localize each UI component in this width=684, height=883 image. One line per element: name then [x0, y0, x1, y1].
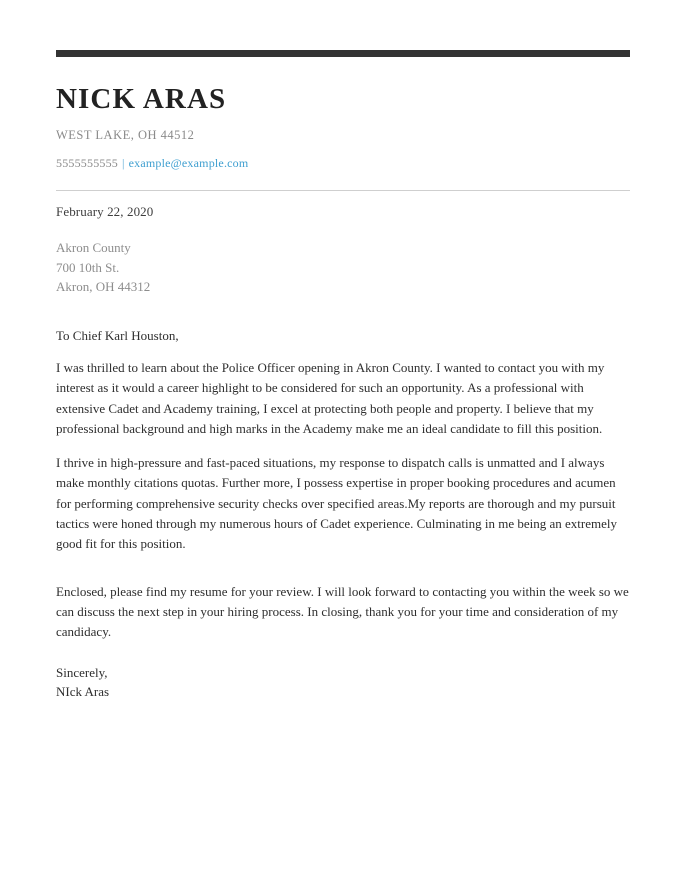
signature-name: NIck Aras	[56, 684, 110, 700]
applicant-location: WEST LAKE, OH 44512	[56, 128, 195, 143]
header-divider	[56, 190, 630, 191]
letter-paragraph-2: I thrive in high-pressure and fast-paced situations, my response to dispatch calls is unmatted and I always make monthly citations quotas. Further more, I possess expertise in proper booking procedures and acumen for performing comprehensive security checks over specified areas.My reports are thorough and my pursuit tactics were honed through my numerous hours of Cadet experience. Culminating in me being an extremely good fit for this position.	[56, 455, 618, 552]
closing-phrase: Sincerely,	[56, 665, 108, 681]
document-content	[56, 0, 630, 702]
letter-date: February 22, 2020	[56, 204, 154, 220]
recipient-street: 700 10th St.	[56, 259, 120, 275]
letter-paragraph-3: Enclosed, please find my resume for your review. I will look forward to contacting you within the week so we can discuss the next step in your hiring process. In closing, thank you for your time and consideration of my candidacy.	[56, 583, 629, 640]
contact-separator: |	[122, 156, 125, 171]
phone-number: 5555555555	[56, 156, 118, 171]
applicant-name: NICK ARAS	[56, 83, 227, 115]
recipient-address-block	[56, 238, 630, 296]
email-link[interactable]: example@example.com	[128, 156, 249, 171]
letterhead	[56, 57, 630, 171]
recipient-city-state-zip: Akron, OH 44312	[56, 278, 151, 294]
recipient-organization: Akron County	[56, 240, 131, 256]
contact-line	[56, 156, 630, 171]
letter-paragraph-1: I was thrilled to learn about the Police Officer opening in Akron County. I wanted to contact you with my interest as it would a career highlight to be considered for such an opportunity. As a professional with extensive Cadet and Academy training, I excel at protecting both people and property. I believe that my professional background and high marks in the Academy make me an ideal candidate to fill this position.	[56, 360, 605, 436]
header-accent-bar	[56, 50, 630, 57]
letter-closing	[56, 664, 630, 702]
letter-salutation: To Chief Karl Houston,	[56, 328, 179, 344]
